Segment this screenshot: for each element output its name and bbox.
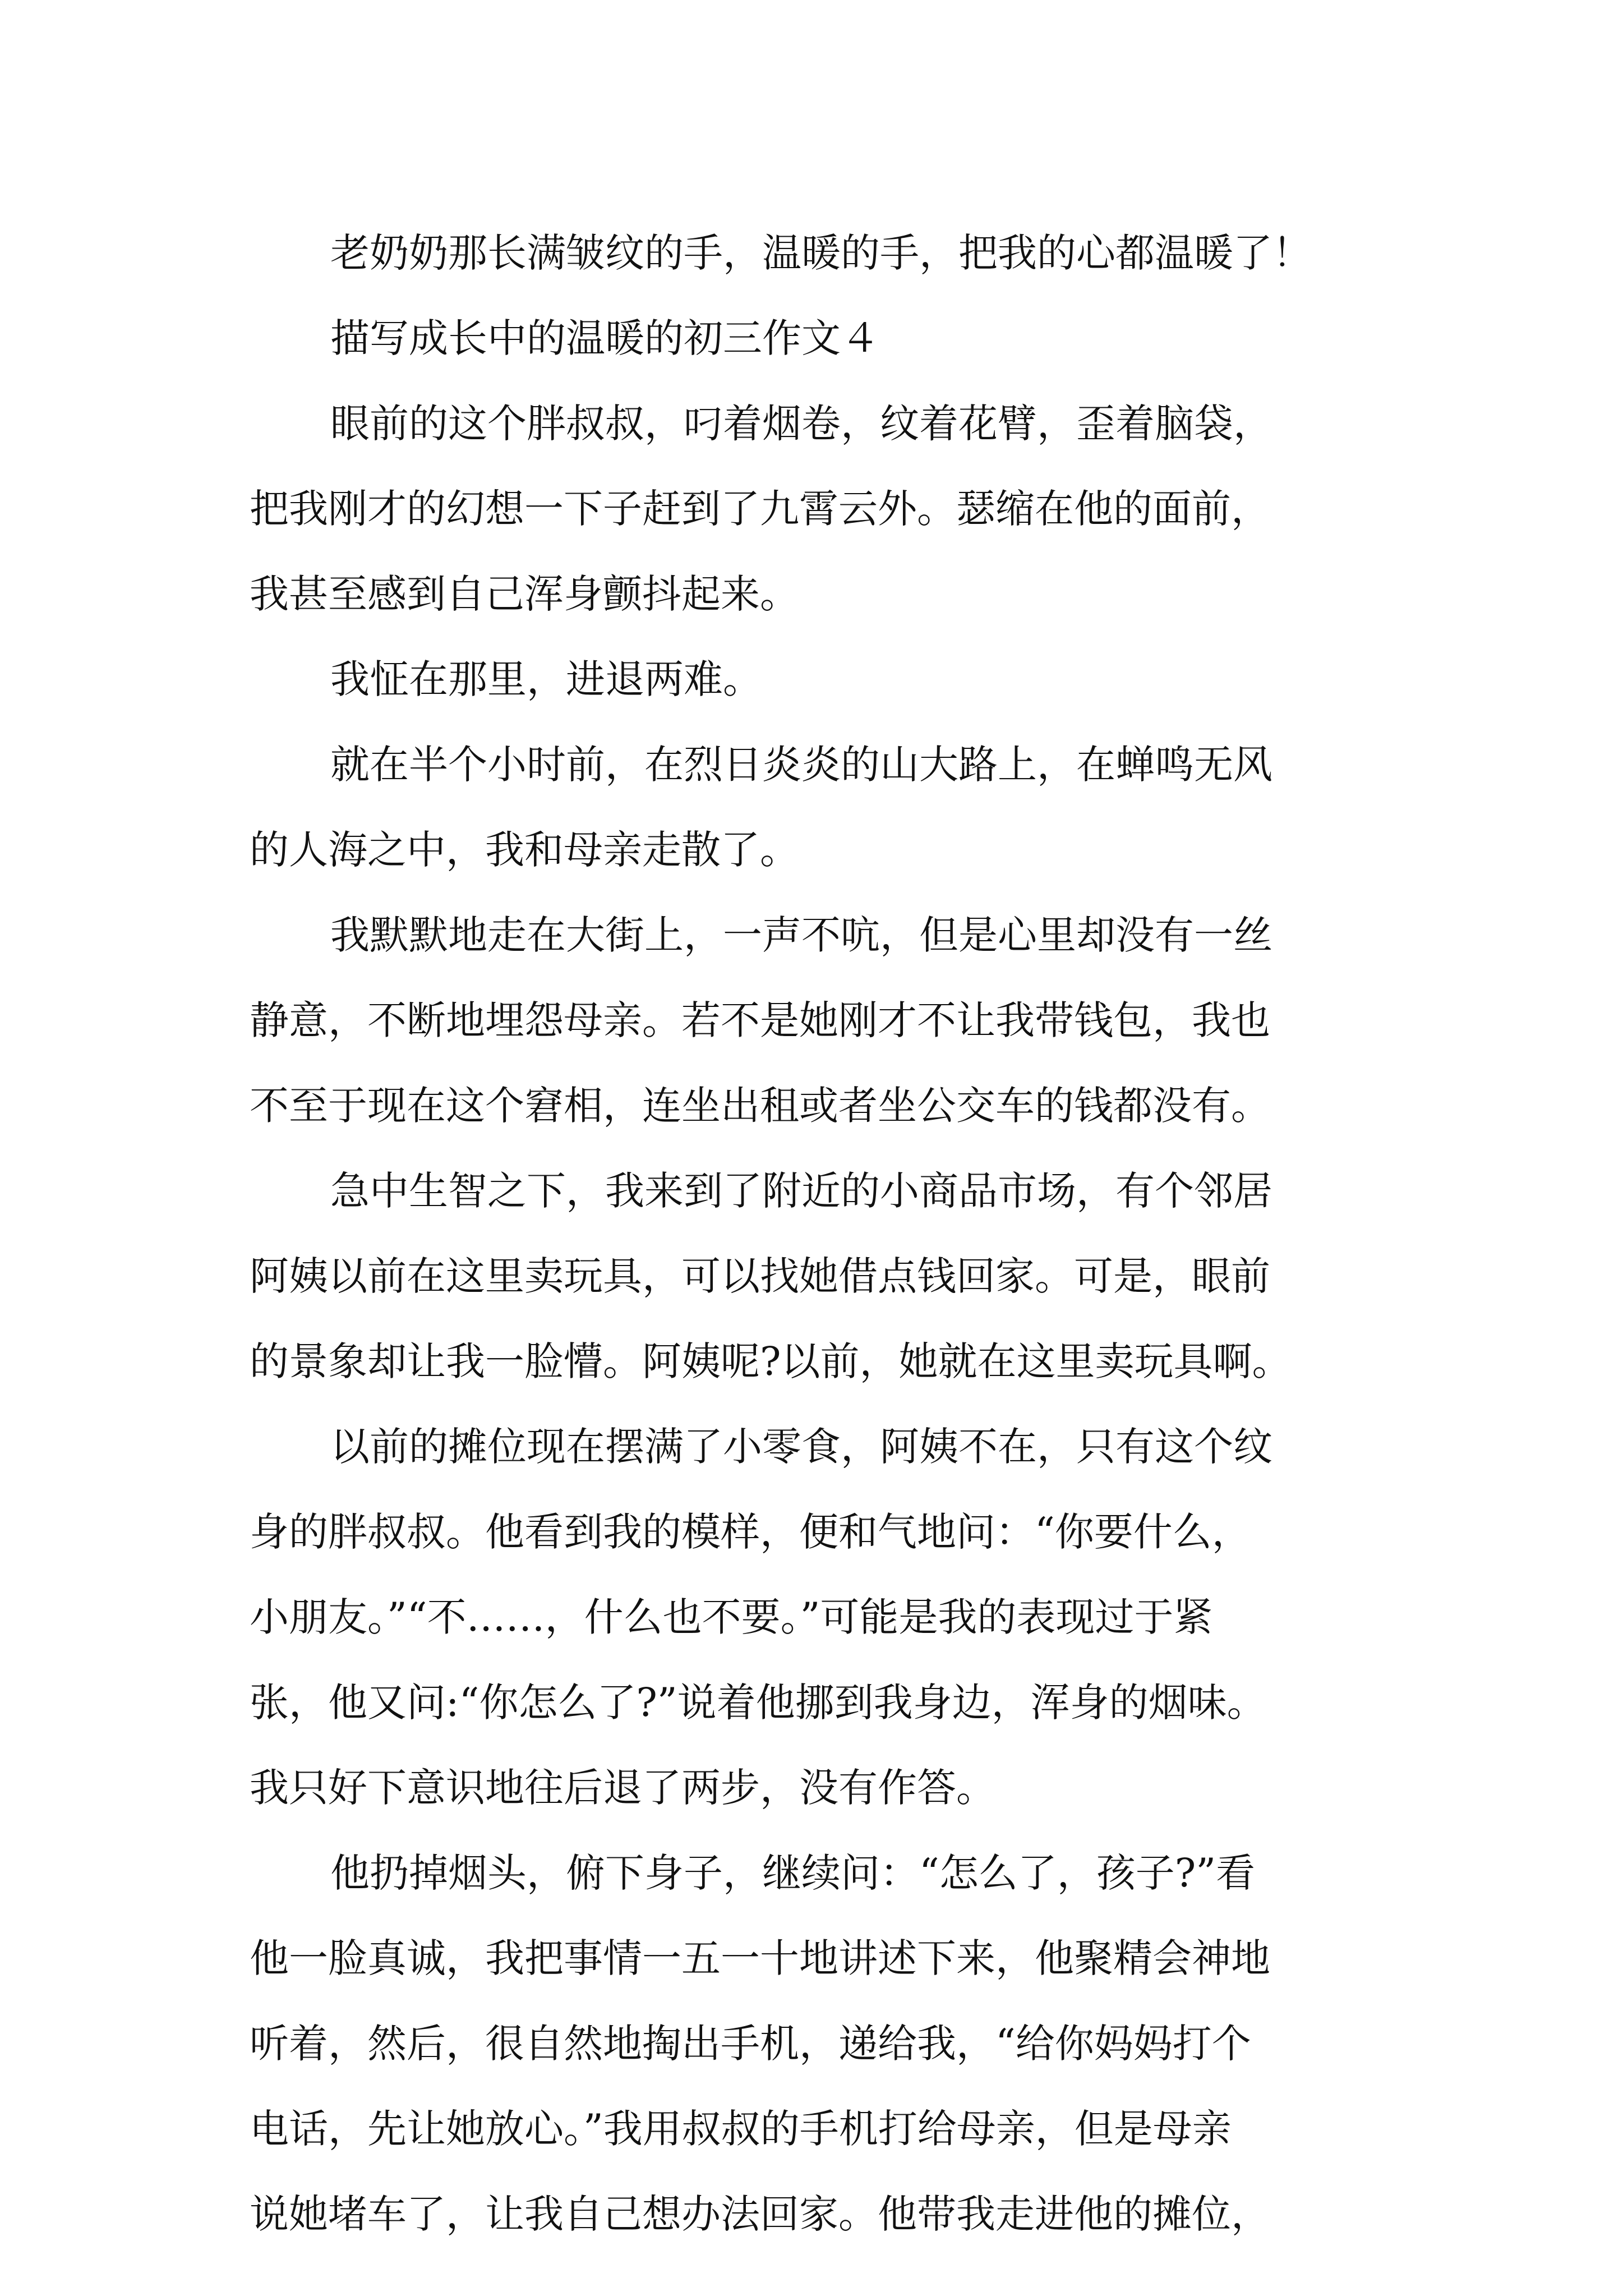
text-line: 他一脸真诚，我把事情一五一十地讲述下来，他聚精会神地 <box>250 1935 1270 1981</box>
text-line: 听着，然后，很自然地掏出手机，递给我，“给你妈妈打个 <box>250 2021 1251 2067</box>
text-line: 身的胖叔叔。他看到我的模样，便和气地问：“你要什么， <box>250 1509 1251 1555</box>
text-line: 以前的摊位现在摆满了小零食，阿姨不在，只有这个纹 <box>330 1424 1272 1470</box>
text-line: 的人海之中，我和母亲走散了。 <box>250 827 799 873</box>
text-line: 就在半个小时前，在烈日炎炎的山大路上，在蝉鸣无风 <box>330 742 1272 788</box>
paragraph-stall <box>250 1404 1382 1830</box>
paragraph-lost-mother <box>250 722 1382 892</box>
paragraph-walking-street <box>250 892 1382 1148</box>
paragraph-hands-warm <box>250 210 1382 296</box>
text-line: 我怔在那里，进退两难。 <box>330 656 762 702</box>
paragraph-phone-call <box>250 1830 1382 2257</box>
text-line: 小朋友。”“不……，什么也不要。”可能是我的表现过于紧 <box>250 1594 1213 1640</box>
text-line: 急中生智之下，我来到了附近的小商品市场，有个邻居 <box>330 1168 1272 1214</box>
text-line: 我只好下意识地往后退了两步，没有作答。 <box>250 1765 995 1811</box>
paragraph-fat-uncle <box>250 381 1382 637</box>
text-line: 他扔掉烟头，俯下身子，继续问：“怎么了，孩子?”看 <box>330 1850 1256 1896</box>
text-line: 描写成长中的温暖的初三作文４ <box>330 315 880 361</box>
paragraph-stunned <box>250 637 1382 722</box>
text-line: 老奶奶那长满皱纹的手，温暖的手，把我的心都温暖了！ <box>330 230 1312 276</box>
text-line: 的景象却让我一脸懵。阿姨呢?以前，她就在这里卖玩具啊。 <box>250 1338 1292 1384</box>
document-body <box>250 210 1382 2257</box>
text-line: 不至于现在这个窘相，连坐出租或者坐公交车的钱都没有。 <box>250 1083 1270 1129</box>
essay-title <box>250 296 1382 381</box>
text-line: 静意，不断地埋怨母亲。若不是她刚才不让我带钱包，我也 <box>250 997 1270 1043</box>
text-line: 我默默地走在大街上，一声不吭，但是心里却没有一丝 <box>330 912 1272 958</box>
text-line: 张，他又问:“你怎么了?”说着他挪到我身边，浑身的烟味。 <box>250 1680 1266 1726</box>
paragraph-market <box>250 1148 1382 1404</box>
text-line: 我甚至感到自己浑身颤抖起来。 <box>250 571 799 617</box>
text-line: 说她堵车了，让我自己想办法回家。他带我走进他的摊位， <box>250 2191 1270 2237</box>
text-line: 电话，先让她放心。”我用叔叔的手机打给母亲，但是母亲 <box>250 2106 1232 2152</box>
text-line: 阿姨以前在这里卖玩具，可以找她借点钱回家。可是，眼前 <box>250 1253 1270 1299</box>
text-line: 眼前的这个胖叔叔，叼着烟卷，纹着花臂，歪着脑袋， <box>330 401 1272 447</box>
text-line: 把我刚才的幻想一下子赶到了九霄云外。瑟缩在他的面前， <box>250 486 1270 532</box>
